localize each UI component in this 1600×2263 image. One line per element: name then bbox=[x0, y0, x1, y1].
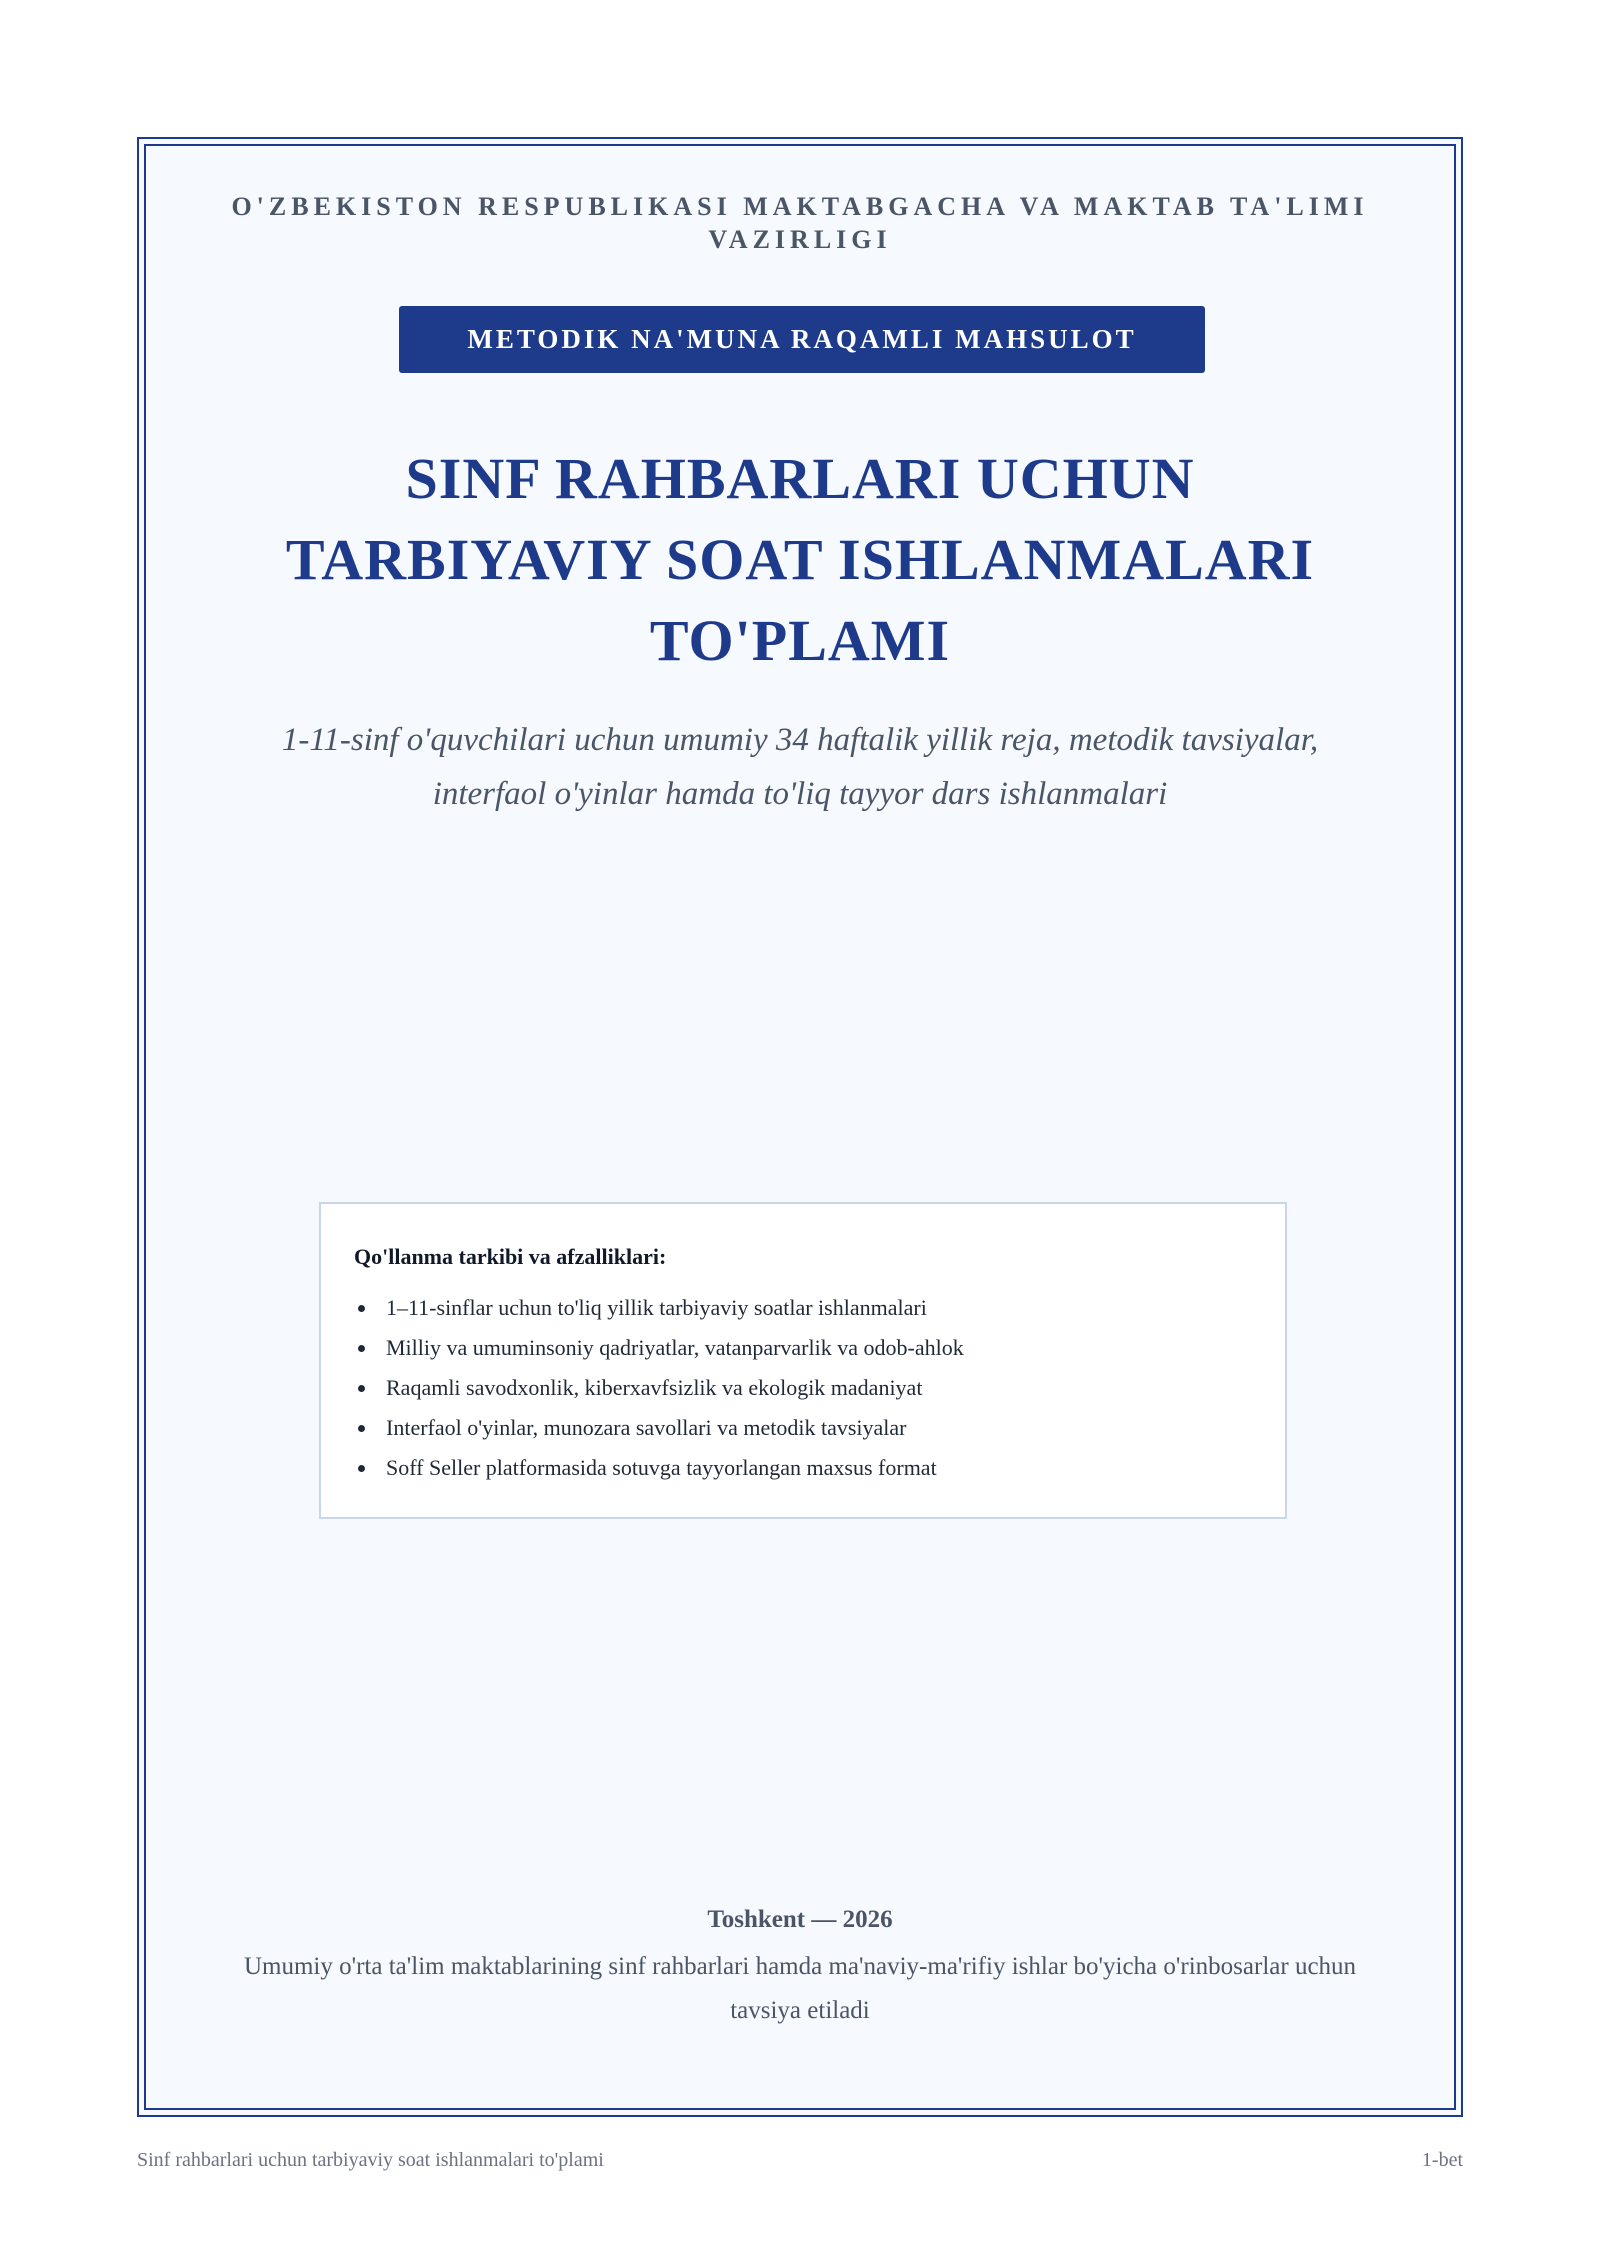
list-item-text: 1–11-sinflar uchun to'liq yillik tarbiyaviy soatlar ishlanmalari bbox=[386, 1295, 927, 1320]
bullet-icon bbox=[358, 1465, 365, 1472]
title-line-1: SINF RAHBARLARI UCHUN bbox=[405, 446, 1195, 511]
list-item bbox=[354, 1408, 964, 1448]
subtitle-line-1: 1-11-sinf o'quvchilari uchun umumiy 34 haftalik yillik reja, metodik tavsiyalar, bbox=[281, 722, 1319, 758]
list-item bbox=[354, 1288, 964, 1328]
list-item-text: Raqamli savodxonlik, kiberxavfsizlik va ekologik madaniyat bbox=[386, 1375, 923, 1400]
title-line-3: TO'PLAMI bbox=[649, 608, 951, 673]
ministry-line-2: VAZIRLIGI bbox=[708, 225, 892, 254]
document-subtitle bbox=[0, 713, 1600, 821]
recommendation-line-1: Umumiy o'rta ta'lim maktablarining sinf rahbarlari hamda ma'naviy-ma'rifiy ishlar bo'yicha o'rinbosarlar uchun bbox=[243, 1953, 1357, 1980]
list-item bbox=[354, 1448, 964, 1488]
bullet-icon bbox=[358, 1345, 365, 1352]
ministry-line-1: O'ZBEKISTON RESPUBLIKASI MAKTABGACHA VA MAKTAB TA'LIMI bbox=[231, 192, 1369, 221]
list-item bbox=[354, 1328, 964, 1368]
features-list bbox=[354, 1288, 964, 1488]
document-title bbox=[0, 438, 1600, 681]
footer-doc-title: Sinf rahbarlari uchun tarbiyaviy soat ishlanmalari to'plami bbox=[137, 2149, 604, 2171]
list-item bbox=[354, 1368, 964, 1408]
cover-frame bbox=[137, 137, 1463, 2117]
city-year: Toshkent — 2026 bbox=[707, 1906, 893, 1933]
list-item-text: Milliy va umuminsoniy qadriyatlar, vatanparvarlik va odob-ahlok bbox=[386, 1335, 964, 1360]
title-line-2: TARBIYAVIY SOAT ISHLANMALARI bbox=[285, 527, 1315, 592]
bullet-icon bbox=[358, 1425, 365, 1432]
recommendation-note bbox=[0, 1945, 1600, 2033]
product-badge: METODIK NA'MUNA RAQAMLI MAHSULOT bbox=[399, 306, 1205, 373]
list-item-text: Soff Seller platformasida sotuvga tayyorlangan maxsus format bbox=[386, 1455, 937, 1480]
footer-page-number: 1-bet bbox=[1421, 2149, 1463, 2171]
ministry-heading bbox=[0, 190, 1600, 256]
list-item-text: Interfaol o'yinlar, munozara savollari va metodik tavsiyalar bbox=[386, 1415, 907, 1440]
features-box bbox=[319, 1202, 1287, 1519]
recommendation-line-2: tavsiya etiladi bbox=[730, 1997, 870, 2024]
bullet-icon bbox=[358, 1385, 365, 1392]
features-heading: Qo'llanma tarkibi va afzalliklari: bbox=[354, 1244, 667, 1269]
bullet-icon bbox=[358, 1305, 365, 1312]
subtitle-line-2: interfaol o'yinlar hamda to'liq tayyor dars ishlanmalari bbox=[432, 776, 1168, 812]
